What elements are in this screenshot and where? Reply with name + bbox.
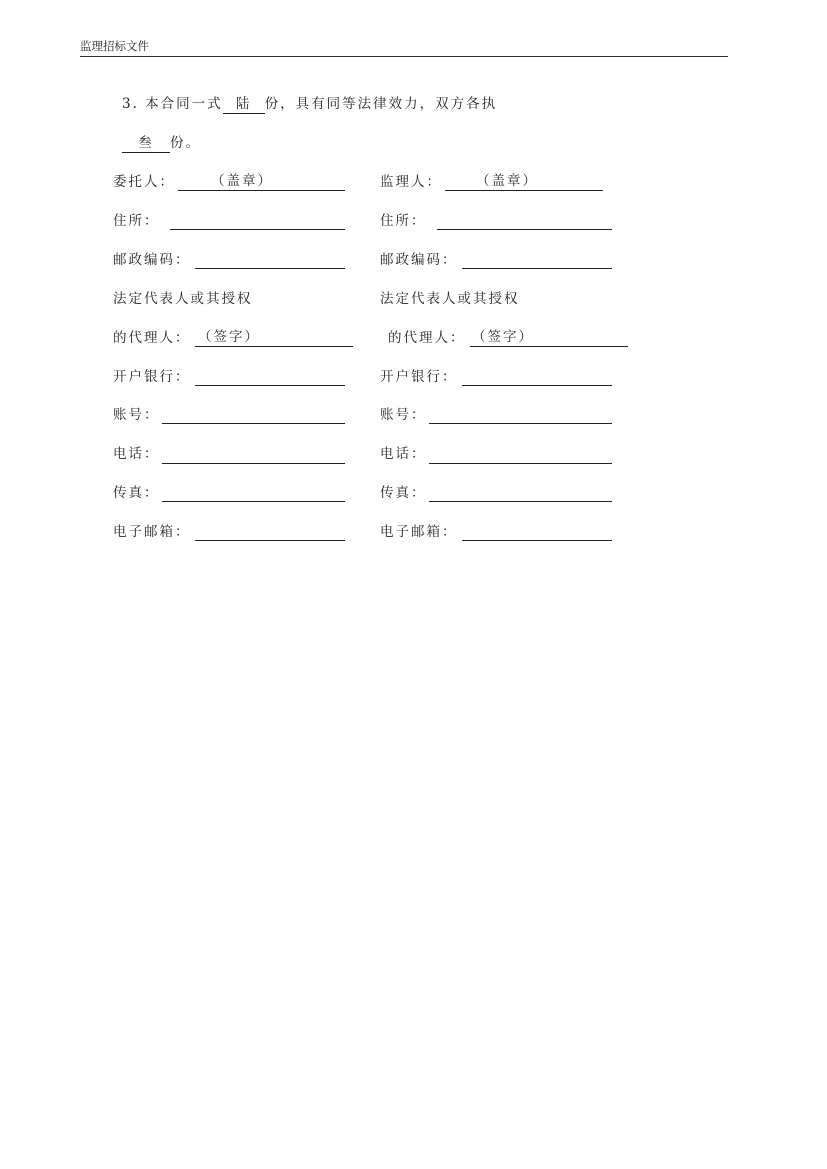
header-title: 监理招标文件 — [80, 39, 149, 53]
clause-3-suffix: 份。 — [170, 135, 201, 151]
right-address-blank[interactable] — [437, 228, 612, 230]
clause-3-middle: 份，具有同等法律效力，双方各执 — [264, 96, 498, 112]
clause-3-line-1 — [122, 94, 497, 114]
right-postcode-label: 邮政编码： — [380, 252, 458, 268]
right-postcode-blank[interactable] — [462, 267, 612, 269]
left-fax-label: 传真： — [113, 485, 160, 501]
left-rep-line-1: 法定代表人或其授权 — [113, 291, 253, 307]
left-bank-blank[interactable] — [195, 384, 345, 386]
left-email-blank[interactable] — [195, 539, 345, 541]
copies-total-fill: 陆 — [223, 96, 265, 114]
page-header — [80, 38, 728, 57]
left-bank-label: 开户银行： — [113, 369, 191, 385]
left-fax-blank[interactable] — [162, 500, 345, 502]
left-postcode-label: 邮政编码： — [113, 252, 191, 268]
supervisor-label: 监理人： — [380, 174, 442, 190]
right-rep-line-1: 法定代表人或其授权 — [380, 291, 520, 307]
principal-seal-fill: （盖章） — [211, 173, 273, 189]
right-fax-label: 传真： — [380, 485, 427, 501]
right-email-label: 电子邮箱： — [380, 524, 458, 540]
right-address-label: 住所： — [380, 213, 427, 229]
clause-3-line-2 — [122, 133, 201, 153]
right-phone-label: 电话： — [380, 446, 427, 462]
left-postcode-blank[interactable] — [195, 267, 345, 269]
principal-label: 委托人： — [113, 174, 175, 190]
copies-each-fill: 叁 — [122, 135, 170, 153]
left-rep-sign-fill: （签字） — [198, 329, 260, 345]
supervisor-seal-fill: （盖章） — [476, 173, 538, 189]
clause-3-prefix: 3. 本合同一式 — [122, 96, 223, 112]
left-phone-blank[interactable] — [162, 462, 345, 464]
left-address-blank[interactable] — [170, 228, 345, 230]
left-rep-line-2: 的代理人： — [113, 330, 191, 346]
left-phone-label: 电话： — [113, 446, 160, 462]
left-account-blank[interactable] — [162, 422, 345, 424]
right-email-blank[interactable] — [462, 539, 612, 541]
right-bank-blank[interactable] — [462, 384, 612, 386]
right-fax-blank[interactable] — [429, 500, 612, 502]
right-rep-line-2: 的代理人： — [388, 330, 466, 346]
right-bank-label: 开户银行： — [380, 369, 458, 385]
left-email-label: 电子邮箱： — [113, 524, 191, 540]
right-phone-blank[interactable] — [429, 462, 612, 464]
right-account-blank[interactable] — [429, 422, 612, 424]
right-rep-sign-fill: （签字） — [472, 329, 534, 345]
left-account-label: 账号： — [113, 407, 160, 423]
right-account-label: 账号： — [380, 407, 427, 423]
left-address-label: 住所： — [113, 213, 160, 229]
